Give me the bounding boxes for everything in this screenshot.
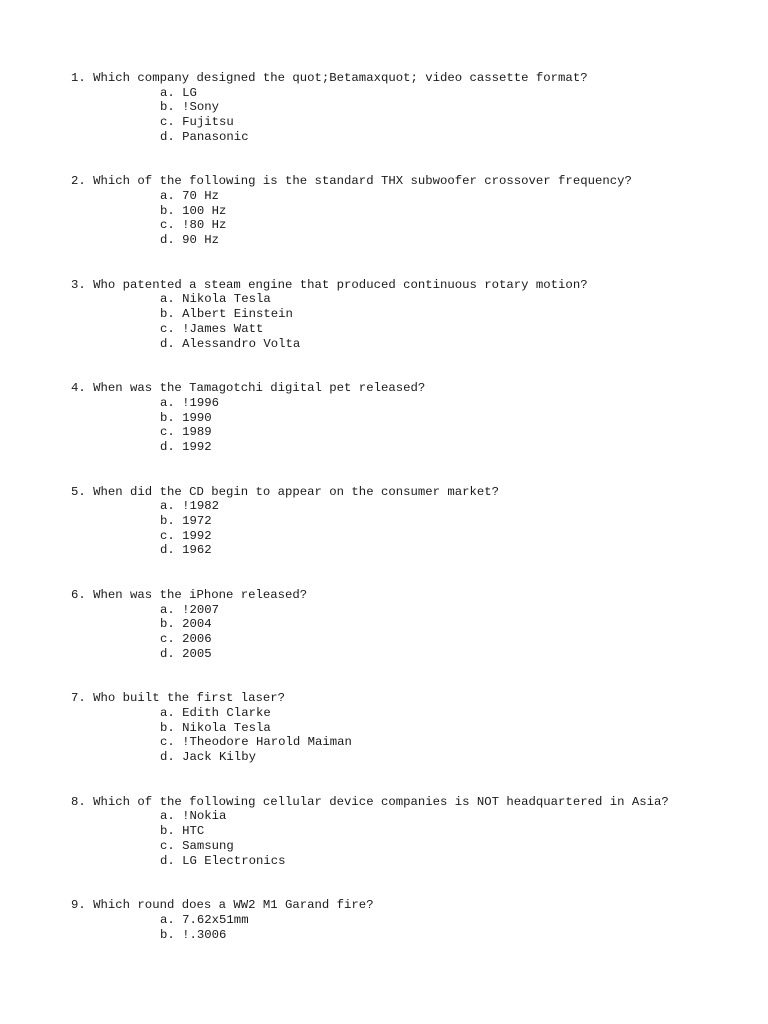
option-letter: c. bbox=[160, 838, 175, 853]
option-letter: b. bbox=[160, 410, 175, 425]
question-text bbox=[71, 795, 669, 810]
option-letter: a. bbox=[160, 912, 175, 927]
option-letter: d. bbox=[160, 646, 175, 661]
question-number: 5. bbox=[71, 484, 86, 499]
option-letter: b. bbox=[160, 513, 175, 528]
option-letter: c. bbox=[160, 735, 175, 750]
answer-option bbox=[160, 204, 226, 219]
question-number: 2. bbox=[71, 174, 86, 189]
question-text bbox=[71, 485, 499, 500]
answer-option bbox=[160, 514, 212, 529]
answer-option bbox=[160, 130, 249, 145]
answer-option bbox=[160, 307, 293, 322]
answer-option bbox=[160, 735, 352, 750]
question-number: 1. bbox=[71, 71, 86, 85]
option-letter: b. bbox=[160, 617, 175, 632]
option-letter: b. bbox=[160, 307, 175, 322]
option-text: 7.62x51mm bbox=[182, 912, 249, 927]
option-letter: a. bbox=[160, 499, 175, 514]
answer-option bbox=[160, 322, 263, 337]
option-text: Nikola Tesla bbox=[182, 720, 271, 735]
question-number: 6. bbox=[71, 587, 86, 602]
question-number: 9. bbox=[71, 898, 86, 913]
answer-option bbox=[160, 647, 212, 662]
answer-option bbox=[160, 100, 219, 115]
option-text: !James Watt bbox=[182, 321, 264, 336]
option-text: 2006 bbox=[182, 632, 212, 647]
answer-option bbox=[160, 824, 204, 839]
question-prompt: Which of the following is the standard THX subwoofer crossover frequency? bbox=[93, 174, 632, 189]
question-text bbox=[71, 381, 425, 396]
answer-option bbox=[160, 928, 226, 943]
question-7 bbox=[0, 691, 768, 794]
answer-option bbox=[160, 809, 226, 824]
option-text: 1992 bbox=[182, 439, 212, 454]
option-letter: d. bbox=[160, 129, 175, 144]
quiz-document bbox=[0, 71, 768, 1002]
option-letter: a. bbox=[160, 602, 175, 617]
answer-option bbox=[160, 632, 212, 647]
question-prompt: Which company designed the quot;Betamaxquot; video cassette format? bbox=[93, 71, 588, 85]
option-text: !80 Hz bbox=[182, 218, 227, 233]
option-text: !Theodore Harold Maiman bbox=[182, 735, 352, 750]
option-text: 1990 bbox=[182, 410, 212, 425]
option-text: Samsung bbox=[182, 838, 234, 853]
answer-option bbox=[160, 617, 212, 632]
question-text bbox=[71, 174, 632, 189]
question-prompt: When was the iPhone released? bbox=[93, 587, 308, 602]
option-text: 2005 bbox=[182, 646, 212, 661]
option-text: 1989 bbox=[182, 425, 212, 440]
answer-option bbox=[160, 706, 271, 721]
option-letter: b. bbox=[160, 720, 175, 735]
option-text: Fujitsu bbox=[182, 115, 234, 130]
question-text bbox=[71, 71, 588, 86]
question-prompt: Who built the first laser? bbox=[93, 691, 286, 706]
option-text: Edith Clarke bbox=[182, 706, 271, 721]
option-text: Albert Einstein bbox=[182, 307, 293, 322]
option-text: HTC bbox=[182, 824, 205, 839]
question-prompt: When was the Tamagotchi digital pet released? bbox=[93, 381, 426, 396]
option-letter: b. bbox=[160, 203, 175, 218]
option-letter: d. bbox=[160, 750, 175, 765]
option-text: 90 Hz bbox=[182, 233, 220, 248]
answer-option bbox=[160, 396, 219, 411]
option-letter: a. bbox=[160, 292, 175, 307]
option-text: 70 Hz bbox=[182, 189, 220, 204]
answer-option bbox=[160, 115, 234, 130]
option-letter: d. bbox=[160, 439, 175, 454]
option-text: Alessandro Volta bbox=[182, 336, 301, 351]
question-prompt: Which of the following cellular device companies is NOT headquartered in Asia? bbox=[93, 794, 669, 809]
option-text: Jack Kilby bbox=[182, 750, 256, 765]
option-text: !1996 bbox=[182, 395, 220, 410]
question-prompt: Which round does a WW2 M1 Garand fire? bbox=[93, 898, 374, 913]
question-number: 7. bbox=[71, 691, 86, 706]
answer-option bbox=[160, 750, 256, 765]
option-text: 1992 bbox=[182, 528, 212, 543]
answer-option bbox=[160, 292, 271, 307]
answer-option bbox=[160, 189, 219, 204]
option-letter: b. bbox=[160, 927, 175, 942]
answer-option bbox=[160, 233, 219, 248]
option-text: !Sony bbox=[182, 100, 220, 115]
question-prompt: Who patented a steam engine that produced continuous rotary motion? bbox=[93, 277, 588, 292]
question-prompt: When did the CD begin to appear on the consumer market? bbox=[93, 484, 500, 499]
option-letter: c. bbox=[160, 632, 175, 647]
option-text: 1972 bbox=[182, 513, 212, 528]
option-letter: c. bbox=[160, 218, 175, 233]
answer-option bbox=[160, 218, 226, 233]
question-text bbox=[71, 898, 374, 913]
question-text bbox=[71, 691, 285, 706]
question-text bbox=[71, 588, 307, 603]
option-letter: c. bbox=[160, 115, 175, 130]
question-number: 8. bbox=[71, 794, 86, 809]
option-text: LG bbox=[182, 85, 197, 100]
answer-option bbox=[160, 913, 249, 928]
question-4 bbox=[0, 381, 768, 484]
answer-option bbox=[160, 854, 285, 869]
option-text: !Nokia bbox=[182, 809, 227, 824]
option-text: Panasonic bbox=[182, 129, 249, 144]
option-letter: a. bbox=[160, 189, 175, 204]
option-letter: a. bbox=[160, 395, 175, 410]
option-letter: b. bbox=[160, 100, 175, 115]
answer-option bbox=[160, 337, 300, 352]
question-2 bbox=[0, 174, 768, 277]
option-letter: a. bbox=[160, 809, 175, 824]
option-text: !2007 bbox=[182, 602, 220, 617]
option-text: !1982 bbox=[182, 499, 220, 514]
question-8 bbox=[0, 795, 768, 898]
option-text: Nikola Tesla bbox=[182, 292, 271, 307]
answer-option bbox=[160, 440, 212, 455]
option-letter: b. bbox=[160, 824, 175, 839]
answer-option bbox=[160, 411, 212, 426]
question-9 bbox=[0, 898, 768, 1001]
question-5 bbox=[0, 485, 768, 588]
question-1 bbox=[0, 71, 768, 174]
question-number: 4. bbox=[71, 381, 86, 396]
question-number: 3. bbox=[71, 277, 86, 292]
option-text: !.3006 bbox=[182, 927, 227, 942]
answer-option bbox=[160, 721, 271, 736]
question-text bbox=[71, 278, 588, 293]
option-letter: c. bbox=[160, 321, 175, 336]
question-6 bbox=[0, 588, 768, 691]
option-text: 1962 bbox=[182, 543, 212, 558]
option-letter: c. bbox=[160, 528, 175, 543]
option-letter: d. bbox=[160, 336, 175, 351]
option-letter: a. bbox=[160, 85, 175, 100]
answer-option bbox=[160, 86, 197, 101]
option-text: LG Electronics bbox=[182, 853, 286, 868]
answer-option bbox=[160, 839, 234, 854]
answer-option bbox=[160, 529, 212, 544]
answer-option bbox=[160, 603, 219, 618]
option-letter: c. bbox=[160, 425, 175, 440]
answer-option bbox=[160, 543, 212, 558]
question-3 bbox=[0, 278, 768, 381]
option-letter: d. bbox=[160, 853, 175, 868]
option-letter: d. bbox=[160, 543, 175, 558]
answer-option bbox=[160, 425, 212, 440]
answer-option bbox=[160, 499, 219, 514]
option-letter: a. bbox=[160, 706, 175, 721]
option-text: 100 Hz bbox=[182, 203, 227, 218]
option-text: 2004 bbox=[182, 617, 212, 632]
option-letter: d. bbox=[160, 233, 175, 248]
